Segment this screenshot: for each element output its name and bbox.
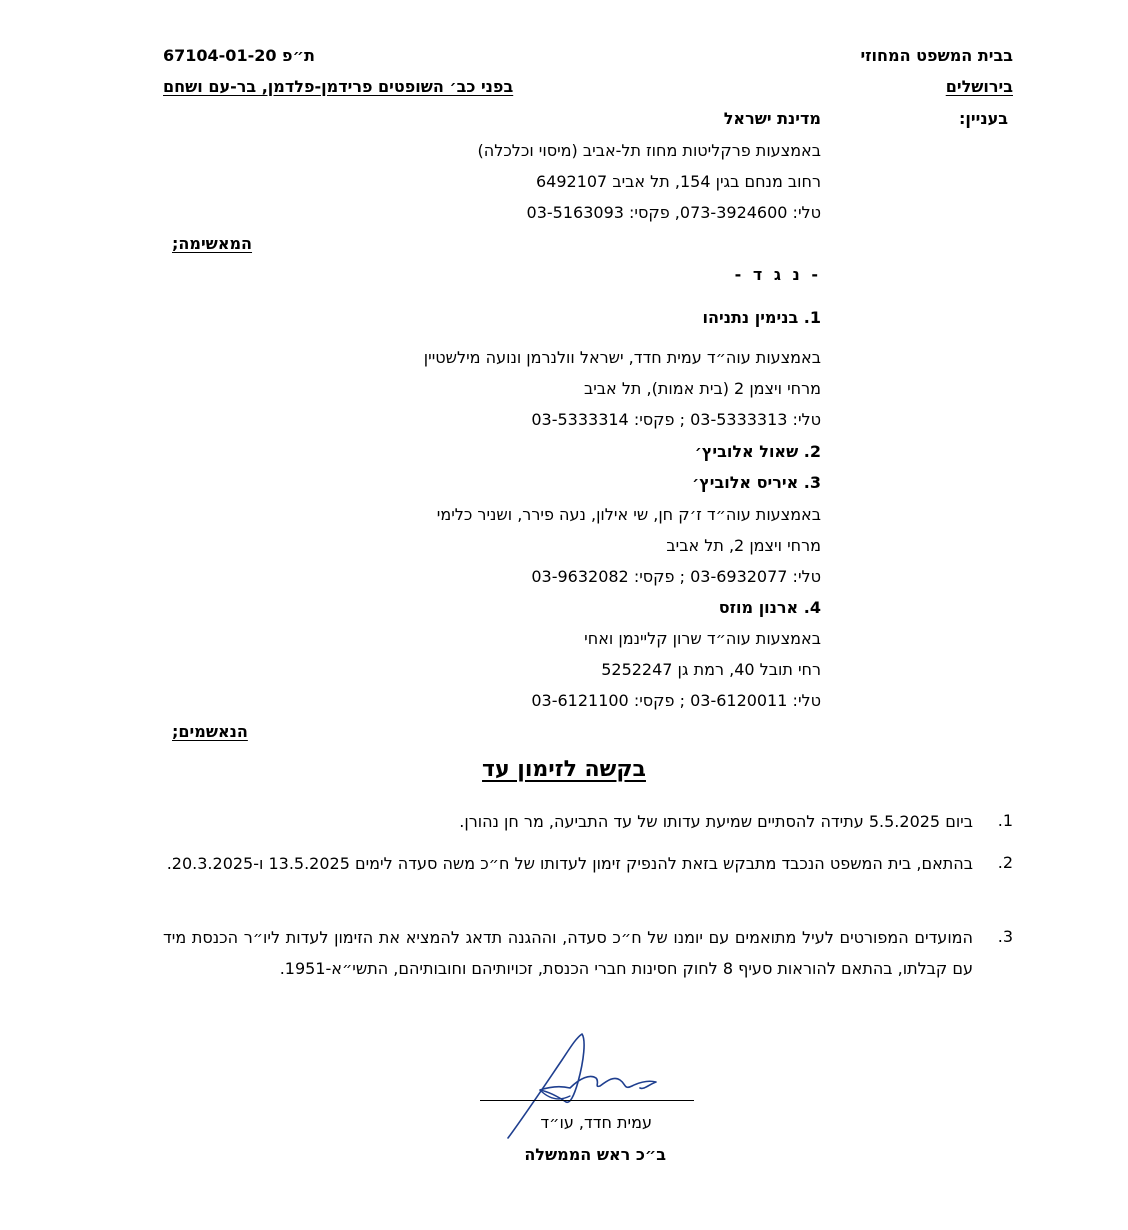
defendant-1-via: באמצעות עוה״ד עמית חדד, ישראל וולנרמן ונועה מילשטיין (423, 348, 821, 367)
paragraph-3-text: המועדים המפורטים לעיל מתואמים עם יומנו של ח״כ סעדה, וההגנה תדאג להמציא את הזימון לעדות ליו״ר הכנסת מיד עם קבלתו, בהתאם להוראות סעיף 8 לחוק חסינות חברי הכנסת, זכויותיהם וחובותיהם, התשי״א-1951. (163, 928, 973, 978)
court-name: בבית המשפט המחוזי (860, 46, 1013, 65)
defendant-1-address: מרחי ויצמן 2 (בית אמות), תל אביב (583, 379, 821, 398)
court-city: בירושלים (945, 77, 1013, 96)
defendant-4-phones: טלי: 03-6120011 ; פקסי: 03-6121100 (531, 691, 821, 710)
defendant-3-phones: טלי: 03-6932077 ; פקסי: 03-9632082 (531, 567, 821, 586)
case-number: ת״פ 67104-01-20 (163, 46, 315, 65)
defendant-1-name: 1. בנימין נתניהו (702, 308, 821, 327)
paragraph-2-text: בהתאם, בית המשפט הנכבד מתבקש בזאת להנפיק זימון לעדותו של ח״כ משה סעדה לימים 13.5.2025 ו-20.3.2025. (166, 854, 973, 873)
versus-label: - נ ג ד - (734, 265, 821, 284)
defendant-1-phones: טלי: 03-5333313 ; פקסי: 03-5333314 (531, 410, 821, 429)
prosecution-name: מדינת ישראל (723, 109, 821, 128)
paragraph-3-number: 3. (997, 927, 1013, 946)
prosecution-phones: טלי: 073-3924600, פקסי: 03-5163093 (526, 203, 821, 222)
prosecution-address: רחוב מנחם בגין 154, תל אביב 6492107 (535, 172, 821, 191)
defendant-2-name: 2. שאול אלוביץ׳ (694, 442, 821, 461)
paragraph-1-text: ביום 5.5.2025 עתידה להסתיים שמיעת עדותו של עד התביעה, מר חן נהורן. (459, 812, 973, 831)
defendant-4-via: באמצעות עוה״ד שרון קליינמן ואחי (584, 629, 821, 648)
signature-line (480, 1100, 694, 1101)
document-title: בקשה לזימון עד (482, 757, 646, 782)
defendant-3-address: מרחי ויצמן 2, תל אביב (666, 536, 821, 555)
matter-label: בעניין: (959, 109, 1008, 128)
defendant-4-address: רחי תובל 40, רמת גן 5252247 (601, 660, 821, 679)
paragraph-2-number: 2. (997, 853, 1013, 872)
prosecution-role: המאשימה; (172, 234, 253, 253)
paragraph-1-number: 1. (997, 811, 1013, 830)
defendant-3-name: 3. איריס אלוביץ׳ (692, 473, 821, 492)
defendant-3-via: באמצעות עוה״ד ז׳ק חן, שי אילון, נעה פירר, ושניר כלימי (436, 505, 821, 524)
defendant-4-name: 4. ארנון מוזס (718, 598, 821, 617)
bench-line: בפני כב׳ השופטים פרידמן-פלדמן, בר-עם ושחם (163, 77, 514, 96)
signatory-role: ב״כ ראש הממשלה (524, 1145, 666, 1164)
signatory-name: עמית חדד, עו״ד (540, 1113, 652, 1132)
defendants-role: הנאשמים; (172, 722, 248, 741)
prosecution-via: באמצעות פרקליטות מחוז תל-אביב (מיסוי וכלכלה) (477, 141, 821, 160)
